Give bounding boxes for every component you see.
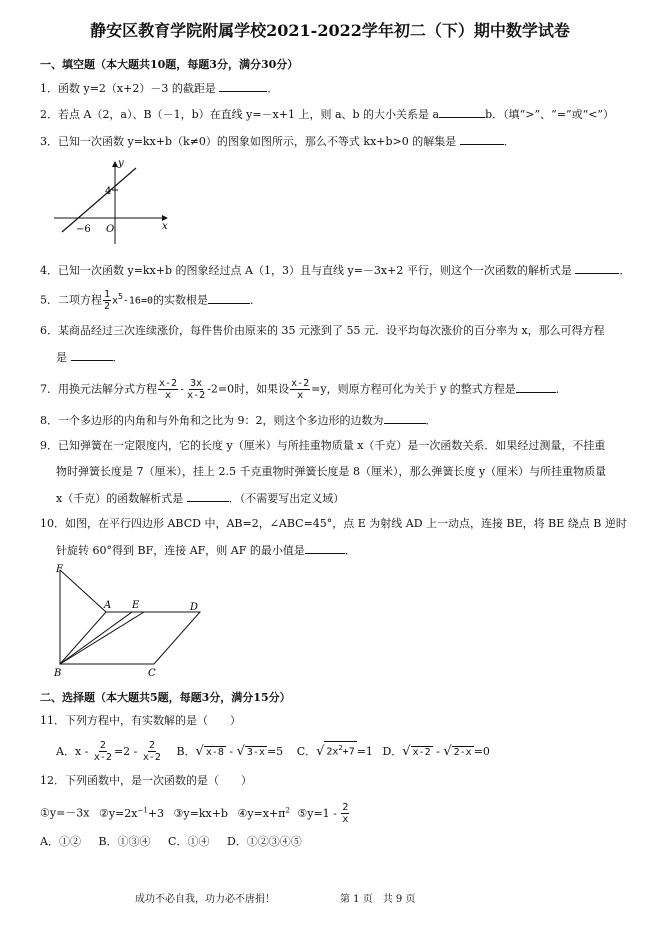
q10-parallelogram-figure: [50, 560, 210, 680]
q7-fraction-3: $\frac{x-2}{x}$: [291, 378, 310, 401]
q7-fraction-1: $\frac{x-2}{x}$: [159, 378, 178, 401]
q7-text-c: =y，则原方程可化为关于 y 的整式方程是: [311, 382, 516, 396]
origin-label: O: [106, 224, 115, 235]
question-7: [40, 378, 567, 401]
exam-title: 静安区教育学院附属学校2021-2022学年初二（下）期中数学试卷: [90, 21, 570, 40]
q12-items: [40, 802, 350, 825]
question-9-line-2: 物时弹簧长度是 7（厘米），挂上 2.5 千克重物时弹簧长度是 8（厘米），那么弹簧长度 y（厘米）与所挂重物质量: [56, 465, 607, 478]
question-9-line-3: [56, 491, 344, 506]
question-10-line-2: [56, 543, 356, 558]
q5-fraction: $\frac{1}{2}$: [104, 289, 111, 312]
question-1: [40, 81, 278, 96]
q5-exponent: 5: [118, 291, 123, 301]
q5-text-a: 5．二项方程: [40, 293, 102, 307]
q8-text-b: ．: [425, 414, 437, 427]
q11-option-d[interactable]: D．√ x-2 - √ 2-x =0: [382, 743, 490, 759]
q4-text-b: ．: [619, 264, 631, 277]
q11-options: [56, 740, 490, 763]
q1-text-c: ．: [267, 82, 279, 95]
q5-text-d: 的实数根是: [153, 293, 208, 307]
q7-fraction-2: $\frac{3x}{x-2}$: [187, 378, 206, 401]
q5-blank[interactable]: [208, 293, 250, 304]
footer-page-number: 第 1 页 共 9 页: [340, 894, 416, 905]
y-intercept-label: 4: [105, 186, 112, 197]
label-a: A: [104, 600, 112, 611]
question-11: 11．下列方程中，有实数解的是（ ）: [40, 714, 241, 727]
q12-option-d[interactable]: D．①②③④⑤: [226, 835, 302, 848]
q12-option-c[interactable]: C．①④: [168, 835, 210, 848]
q12-item-3: ③y=kx+b: [173, 806, 228, 820]
q2-text-b: b．（填“>”、“=”或“<”）: [485, 108, 615, 121]
q10-blank[interactable]: [305, 543, 345, 554]
label-d: D: [190, 602, 199, 613]
question-2: [40, 107, 614, 122]
label-e: E: [132, 600, 140, 611]
question-10-line-1: 10．如图，在平行四边形 ABCD 中，AB=2，∠ABC=45°，点 E 为射线 AD 上一动点，连接 BE，将 BE 绕点 B 逆时: [40, 517, 627, 530]
question-8: [40, 413, 437, 428]
q1-blank[interactable]: [219, 81, 267, 92]
q12-item-4: $④y=x+\pi^2$: [237, 805, 290, 820]
q4-text-a: 4．已知一次函数 y=kx+b 的图象经过点 A（1，3）且与直线 y=－3x+2 平行，则这个一次函数的解析式是: [40, 264, 576, 277]
section-2-heading: 二、选择题（本大题共5题，每题3分，满分15分）: [40, 691, 291, 704]
q3-text-a: 3．已知一次函数 y=kx+b（k≠0）的图象如图所示，那么不等式 kx+b>0 的解集是: [40, 135, 460, 148]
question-6-line-1: 6．某商品经过三次连续涨价，每件售价由原来的 35 元涨到了 55 元．设平均每次涨价的百分率为 x，那么可得方程: [40, 324, 605, 337]
q10-text-b: ．: [344, 544, 356, 557]
question-5: [40, 289, 261, 312]
q6-blank[interactable]: [71, 350, 113, 361]
q9-text-b: ．（不需要写出定义域）: [228, 492, 345, 505]
q7-text-b: -2=0时，如果设: [207, 382, 290, 396]
q11-option-c[interactable]: C．√ $2x^2+7 =1$: [297, 745, 377, 758]
q10-text-a: 针旋转 60°得到 BF，连接 AF，则 AF 的最小值是: [56, 544, 305, 557]
q1-text-a: 1．函数: [40, 82, 84, 95]
label-c: C: [148, 668, 156, 679]
question-9-line-1: 9．已知弹簧在一定限度内，它的长度 y（厘米）与所挂重物质量 x（千克）是一次函数关系．如果经过测量，不挂重: [40, 439, 606, 452]
q7-text-d: ．: [555, 382, 567, 396]
q12-item-1: ①y=－3x: [40, 806, 90, 820]
footer-motto: 成功不必自我，功力必不唐捐！: [135, 894, 275, 905]
q6-text-b: 是: [56, 351, 71, 364]
q2-text-a: 2．若点 A（2，a）、B（－1，b）在直线 y=－x+1 上，则 a、b 的大小关系是 a: [40, 108, 440, 121]
function-line: [62, 168, 136, 232]
q12-option-a[interactable]: A．①②: [40, 835, 81, 848]
q12-option-b[interactable]: B．①③④: [98, 835, 151, 848]
q7-minus: -: [179, 384, 186, 396]
label-f: F: [56, 564, 63, 575]
q12-item-2: $②y=2x^{-1}+3$: [99, 805, 165, 820]
question-12: 12．下列函数中，是一次函数的是（ ）: [40, 774, 252, 787]
q12-item-5: ⑤y=1 - $\frac{2}{x}$: [297, 802, 349, 825]
q5-rest: -16=0: [122, 295, 153, 307]
q3-text-b: ．: [503, 135, 515, 148]
q11-option-b[interactable]: B．√ x-8 - √ 3-x =5: [176, 743, 284, 759]
q6-text-c: ．: [112, 351, 124, 364]
q3-blank[interactable]: [460, 134, 504, 145]
q7-blank[interactable]: [516, 382, 556, 393]
q2-blank[interactable]: [439, 107, 485, 118]
q9-blank[interactable]: [187, 491, 229, 502]
y-axis-label: y: [118, 158, 124, 169]
segment-rotated: [60, 612, 144, 664]
q8-text-a: 8．一个多边形的内角和与外角和之比为 9：2，则这个多边形的边数为: [40, 414, 384, 427]
parallelogram-abcd: [60, 612, 200, 664]
q3-line-graph: [52, 156, 177, 246]
q4-blank[interactable]: [575, 263, 619, 274]
question-3: [40, 134, 515, 149]
q9-text-a: x（千克）的函数解析式是: [56, 492, 187, 505]
x-intercept-label: −6: [76, 224, 91, 235]
question-6-line-2: [56, 350, 124, 365]
segment-af: [60, 570, 106, 612]
section-1-heading: 一、填空题（本大题共10题，每题3分，满分30分）: [40, 58, 299, 71]
question-4: [40, 263, 630, 278]
label-b: B: [54, 668, 62, 679]
q7-text-a: 7．用换元法解分式方程: [40, 382, 157, 396]
x-axis-label: x: [162, 221, 168, 232]
q12-options: [40, 835, 302, 849]
q11-option-a[interactable]: A．x - $\frac{2}{x-2}$ =2 - $\frac{2}{x-2}$: [56, 740, 161, 763]
segment-be: [60, 612, 132, 664]
q5-var: x: [112, 295, 119, 307]
q5-text-e: ．: [250, 293, 261, 307]
q1-text-b: y=2（x+2）－3 的截距是: [83, 82, 220, 95]
q8-blank[interactable]: [384, 413, 426, 424]
